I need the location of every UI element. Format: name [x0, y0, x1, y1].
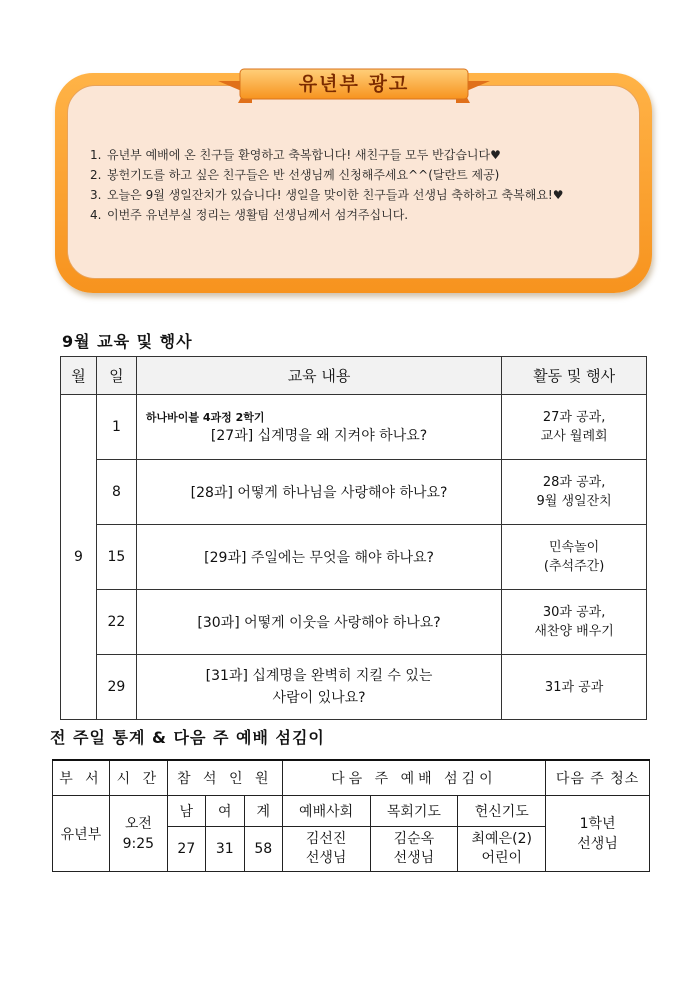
table-row: [61, 460, 647, 525]
lesson-title: [29과] 주일에는 무엇을 해야 하나요?: [136, 525, 501, 590]
item-text: 오늘은 9월 생일잔치가 있습니다! 생일을 맞이한 친구들과 선생님 축하하고 축복해요!♥: [107, 188, 564, 202]
announcement-list: [90, 145, 610, 225]
stats-table: [52, 759, 650, 872]
prayer-header: 목회기도: [370, 796, 458, 827]
cleaning-cell: 1학년 선생님: [546, 796, 650, 872]
item-text: 봉헌기도를 하고 싶은 친구들은 반 선생님께 신청해주세요^^(달란트 제공): [107, 168, 500, 182]
activity-cell: 31과 공과: [502, 655, 647, 720]
dept-cell: 유년부: [53, 796, 110, 872]
announcement-item: [90, 205, 610, 225]
host-header: 예배사회: [282, 796, 370, 827]
prayer-name: 김순옥 선생님: [370, 827, 458, 872]
item-text: 유년부 예배에 온 친구들 환영하고 축복합니다! 새친구들 모두 반갑습니다♥: [107, 148, 501, 162]
header-time: 시 간: [109, 760, 167, 796]
time-cell: 오전 9:25: [109, 796, 167, 872]
item-text: 이번주 유년부실 정리는 생활팀 선생님께서 섬겨주십니다.: [107, 208, 409, 222]
announcement-banner: [218, 67, 490, 107]
header-day: 일: [96, 357, 136, 395]
female-header: 여: [205, 796, 244, 827]
total-count: 58: [244, 827, 282, 872]
announcement-item: [90, 165, 610, 185]
item-number: 2.: [90, 168, 102, 182]
day-cell: 22: [96, 590, 136, 655]
total-header: 계: [244, 796, 282, 827]
female-count: 31: [205, 827, 244, 872]
lesson-title: [27과] 십계명을 왜 지켜야 하나요?: [210, 428, 428, 444]
male-count: 27: [167, 827, 205, 872]
schedule-title: 9월 교육 및 행사: [62, 332, 193, 351]
table-row: [61, 395, 647, 460]
male-header: 남: [167, 796, 205, 827]
activity-cell: 28과 공과, 9월 생일잔치: [502, 460, 647, 525]
month-cell: 9: [61, 395, 97, 720]
curriculum-label: 하나바이블 4과정 2학기: [145, 411, 265, 424]
header-content: 교육 내용: [136, 357, 501, 395]
offering-header: 헌신기도: [458, 796, 546, 827]
lesson-title: [31과] 십계명을 완벽히 지킬 수 있는 사람이 있나요?: [136, 655, 501, 720]
schedule-table: [60, 356, 647, 720]
item-number: 4.: [90, 208, 102, 222]
activity-cell: 27과 공과, 교사 월례회: [502, 395, 647, 460]
header-servers: 다음 주 예배 섬김이: [282, 760, 545, 796]
header-attendance: 참 석 인 원: [167, 760, 282, 796]
table-row: [61, 655, 647, 720]
day-cell: 15: [96, 525, 136, 590]
lesson-title: [28과] 어떻게 하나님을 사랑해야 하나요?: [136, 460, 501, 525]
offering-name: 최예은(2) 어린이: [458, 827, 546, 872]
announcement-item: [90, 185, 610, 205]
lesson-title: [30과] 어떻게 이웃을 사랑해야 하나요?: [136, 590, 501, 655]
item-number: 3.: [90, 188, 102, 202]
day-cell: 1: [96, 395, 136, 460]
activity-cell: 민속놀이 (추석주간): [502, 525, 647, 590]
item-number: 1.: [90, 148, 102, 162]
announcement-title: 유년부 광고: [298, 73, 410, 95]
day-cell: 8: [96, 460, 136, 525]
header-dept: 부 서: [53, 760, 110, 796]
announcement-item: [90, 145, 610, 165]
table-row: [61, 590, 647, 655]
content-cell: [136, 395, 501, 460]
header-activity: 활동 및 행사: [502, 357, 647, 395]
header-month: 월: [61, 357, 97, 395]
day-cell: 29: [96, 655, 136, 720]
table-row: [61, 525, 647, 590]
activity-cell: 30과 공과, 새찬양 배우기: [502, 590, 647, 655]
host-name: 김선진 선생님: [282, 827, 370, 872]
header-cleaning: 다음 주 청소: [546, 760, 650, 796]
stats-title: 전 주일 통계 & 다음 주 예배 섬김이: [50, 728, 325, 747]
